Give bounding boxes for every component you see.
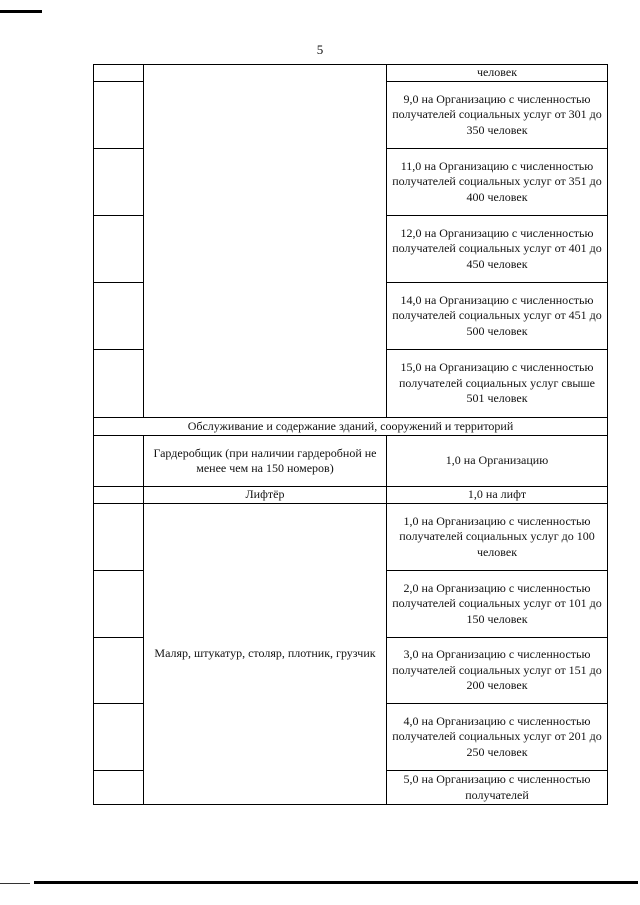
norm-cell: 14,0 на Организацию с численностью получателей социальных услуг от 451 до 500 человек (387, 283, 608, 350)
norm-cell: 15,0 на Организацию с численностью получателей социальных услуг свыше 501 человек (387, 350, 608, 418)
norm-cell: 4,0 на Организацию с численностью получателей социальных услуг от 201 до 250 человек (387, 704, 608, 771)
position-cell (144, 65, 387, 418)
section-header: Обслуживание и содержание зданий, сооружений и территорий (94, 418, 608, 436)
norm-cell: человек (387, 65, 608, 82)
table-row (94, 65, 608, 82)
number-cell (94, 771, 144, 805)
norm-cell: 1,0 на лифт (387, 487, 608, 504)
number-cell (94, 65, 144, 82)
scan-bottom-mark (0, 883, 30, 884)
norm-cell: 11,0 на Организацию с численностью получателей социальных услуг от 351 до 400 человек (387, 149, 608, 216)
number-cell (94, 487, 144, 504)
number-cell (94, 504, 144, 571)
table-row (94, 504, 608, 571)
number-cell (94, 350, 144, 418)
scan-edge-mark (0, 10, 42, 13)
norm-cell: 2,0 на Организацию с численностью получателей социальных услуг от 101 до 150 человек (387, 571, 608, 638)
norm-cell: 12,0 на Организацию с численностью получателей социальных услуг от 401 до 450 человек (387, 216, 608, 283)
norm-cell: 3,0 на Организацию с численностью получателей социальных услуг от 151 до 200 человек (387, 638, 608, 704)
number-cell (94, 82, 144, 149)
number-cell (94, 436, 144, 487)
norm-cell: 1,0 на Организацию (387, 436, 608, 487)
position-cell: Гардеробщик (при наличии гардеробной не менее чем на 150 номеров) (144, 436, 387, 487)
number-cell (94, 149, 144, 216)
position-cell: Лифтёр (144, 487, 387, 504)
section-header-row (94, 418, 608, 436)
number-cell (94, 704, 144, 771)
table-row (94, 436, 608, 487)
number-cell (94, 283, 144, 350)
number-cell (94, 571, 144, 638)
staff-norms-table (93, 64, 608, 805)
table-row (94, 487, 608, 504)
scan-bottom-bar (34, 881, 638, 884)
page-number: 5 (316, 42, 324, 57)
norm-cell: 1,0 на Организацию с численностью получателей социальных услуг до 100 человек (387, 504, 608, 571)
number-cell (94, 638, 144, 704)
norm-cell: 9,0 на Организацию с численностью получателей социальных услуг от 301 до 350 человек (387, 82, 608, 149)
norm-cell: 5,0 на Организацию с численностью получателей (387, 771, 608, 805)
position-cell: Маляр, штукатур, столяр, плотник, грузчик (144, 504, 387, 805)
number-cell (94, 216, 144, 283)
